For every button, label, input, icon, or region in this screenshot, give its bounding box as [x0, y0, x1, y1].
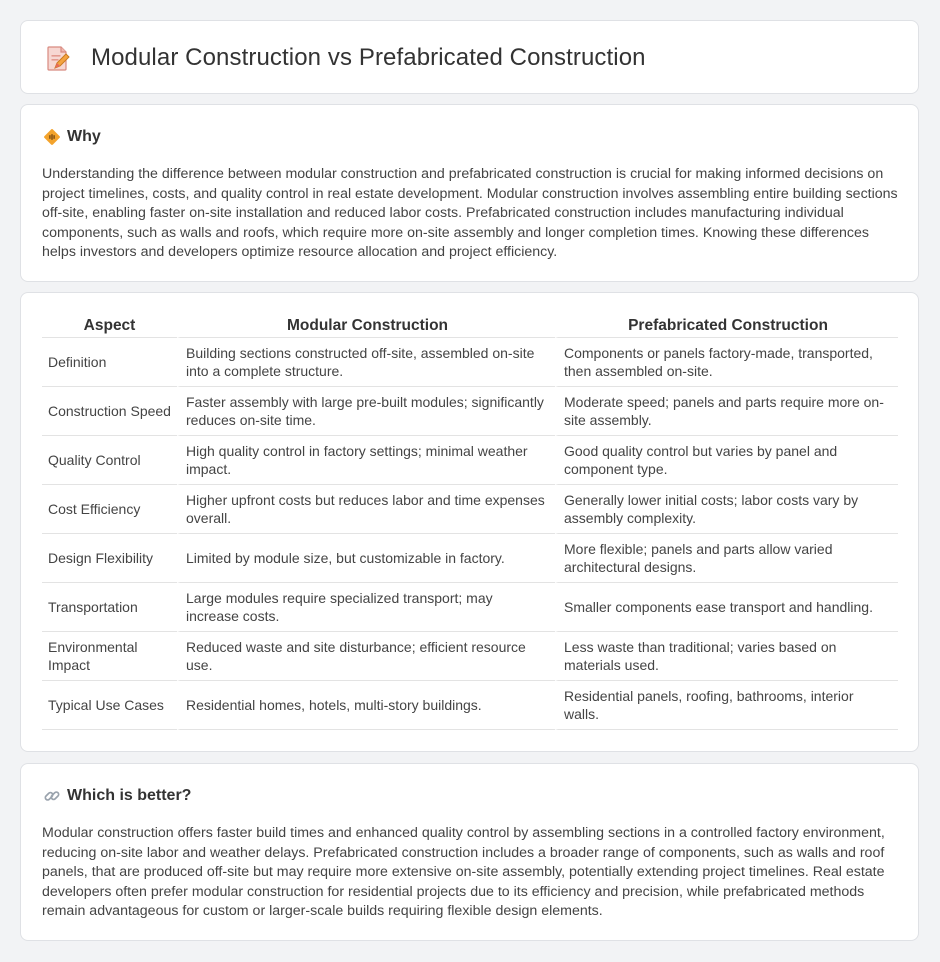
comparison-table: [42, 317, 898, 730]
link-icon: [43, 787, 61, 805]
aspect-cell: Construction Speed: [42, 387, 177, 436]
modular-cell: High quality control in factory settings; minimal weather impact.: [177, 436, 555, 485]
page-title: Modular Construction vs Prefabricated Construction: [91, 44, 646, 71]
better-text: Modular construction offers faster build times and enhanced quality control by assembling sections in a controlled factory environment, reducing on-site labor and weather delays. Prefabricated construction includes a broader range of components, such as walls and roof panels, that are produced off-site but may require more extensive on-site assembly, potentially extending project timelines. Real estate developers often prefer modular construction for residential projects due to its efficiency and precision, while prefabricated methods remain advantageous for custom or larger-scale builds requiring flexible design elements.: [42, 825, 885, 920]
table-header-row: [42, 317, 898, 338]
aspect-cell: Typical Use Cases: [42, 681, 177, 730]
modular-cell: Building sections constructed off-site, assembled on-site into a complete structure.: [177, 338, 555, 387]
table-row: [42, 681, 898, 730]
why-heading: Why: [67, 128, 101, 145]
modular-cell: Faster assembly with large pre-built modules; significantly reduces on-site time.: [177, 387, 555, 436]
table-row: [42, 632, 898, 681]
modular-cell: Higher upfront costs but reduces labor and time expenses overall.: [177, 485, 555, 534]
modular-cell: Residential homes, hotels, multi-story buildings.: [177, 681, 555, 730]
aspect-cell: Design Flexibility: [42, 534, 177, 583]
why-text: Understanding the difference between modular construction and prefabricated construction is crucial for making informed decisions on project timelines, costs, and quality control in real estate development. Modular construction involves assembling entire building sections off-site, enabling faster on-site installation and reduced labor costs. Prefabricated construction includes manufacturing individual components, such as walls and roofs, which require more on-site assembly and longer completion times. Knowing these differences helps investors and developers optimize resource allocation and project efficiency.: [42, 166, 898, 261]
document-pencil-icon: [45, 43, 71, 73]
title-row: [45, 43, 646, 73]
better-heading-row: [43, 787, 191, 805]
diamond-sign-icon: [43, 128, 61, 146]
aspect-cell: Environmental Impact: [42, 632, 177, 681]
why-heading-row: [43, 128, 101, 146]
better-heading: Which is better?: [67, 787, 192, 804]
title-card: [20, 20, 919, 94]
table-row: [42, 485, 898, 534]
header-modular: Modular Construction: [177, 317, 555, 338]
modular-cell: Large modules require specialized transport; may increase costs.: [177, 583, 555, 632]
aspect-cell: Definition: [42, 338, 177, 387]
table-row: [42, 583, 898, 632]
header-aspect: Aspect: [42, 317, 177, 338]
prefabricated-cell: Smaller components ease transport and handling.: [555, 583, 898, 632]
modular-cell: Limited by module size, but customizable in factory.: [177, 534, 555, 583]
prefabricated-cell: More flexible; panels and parts allow varied architectural designs.: [555, 534, 898, 583]
aspect-cell: Transportation: [42, 583, 177, 632]
table-row: [42, 387, 898, 436]
table-row: [42, 436, 898, 485]
header-prefabricated: Prefabricated Construction: [555, 317, 898, 338]
prefabricated-cell: Residential panels, roofing, bathrooms, interior walls.: [555, 681, 898, 730]
prefabricated-cell: Less waste than traditional; varies based on materials used.: [555, 632, 898, 681]
table-row: [42, 338, 898, 387]
prefabricated-cell: Good quality control but varies by panel and component type.: [555, 436, 898, 485]
table-row: [42, 534, 898, 583]
modular-cell: Reduced waste and site disturbance; efficient resource use.: [177, 632, 555, 681]
which-is-better-section: [20, 763, 919, 941]
why-section: [20, 104, 919, 282]
aspect-cell: Quality Control: [42, 436, 177, 485]
aspect-cell: Cost Efficiency: [42, 485, 177, 534]
prefabricated-cell: Components or panels factory-made, transported, then assembled on-site.: [555, 338, 898, 387]
prefabricated-cell: Moderate speed; panels and parts require more on-site assembly.: [555, 387, 898, 436]
prefabricated-cell: Generally lower initial costs; labor costs vary by assembly complexity.: [555, 485, 898, 534]
comparison-section: [20, 292, 919, 752]
